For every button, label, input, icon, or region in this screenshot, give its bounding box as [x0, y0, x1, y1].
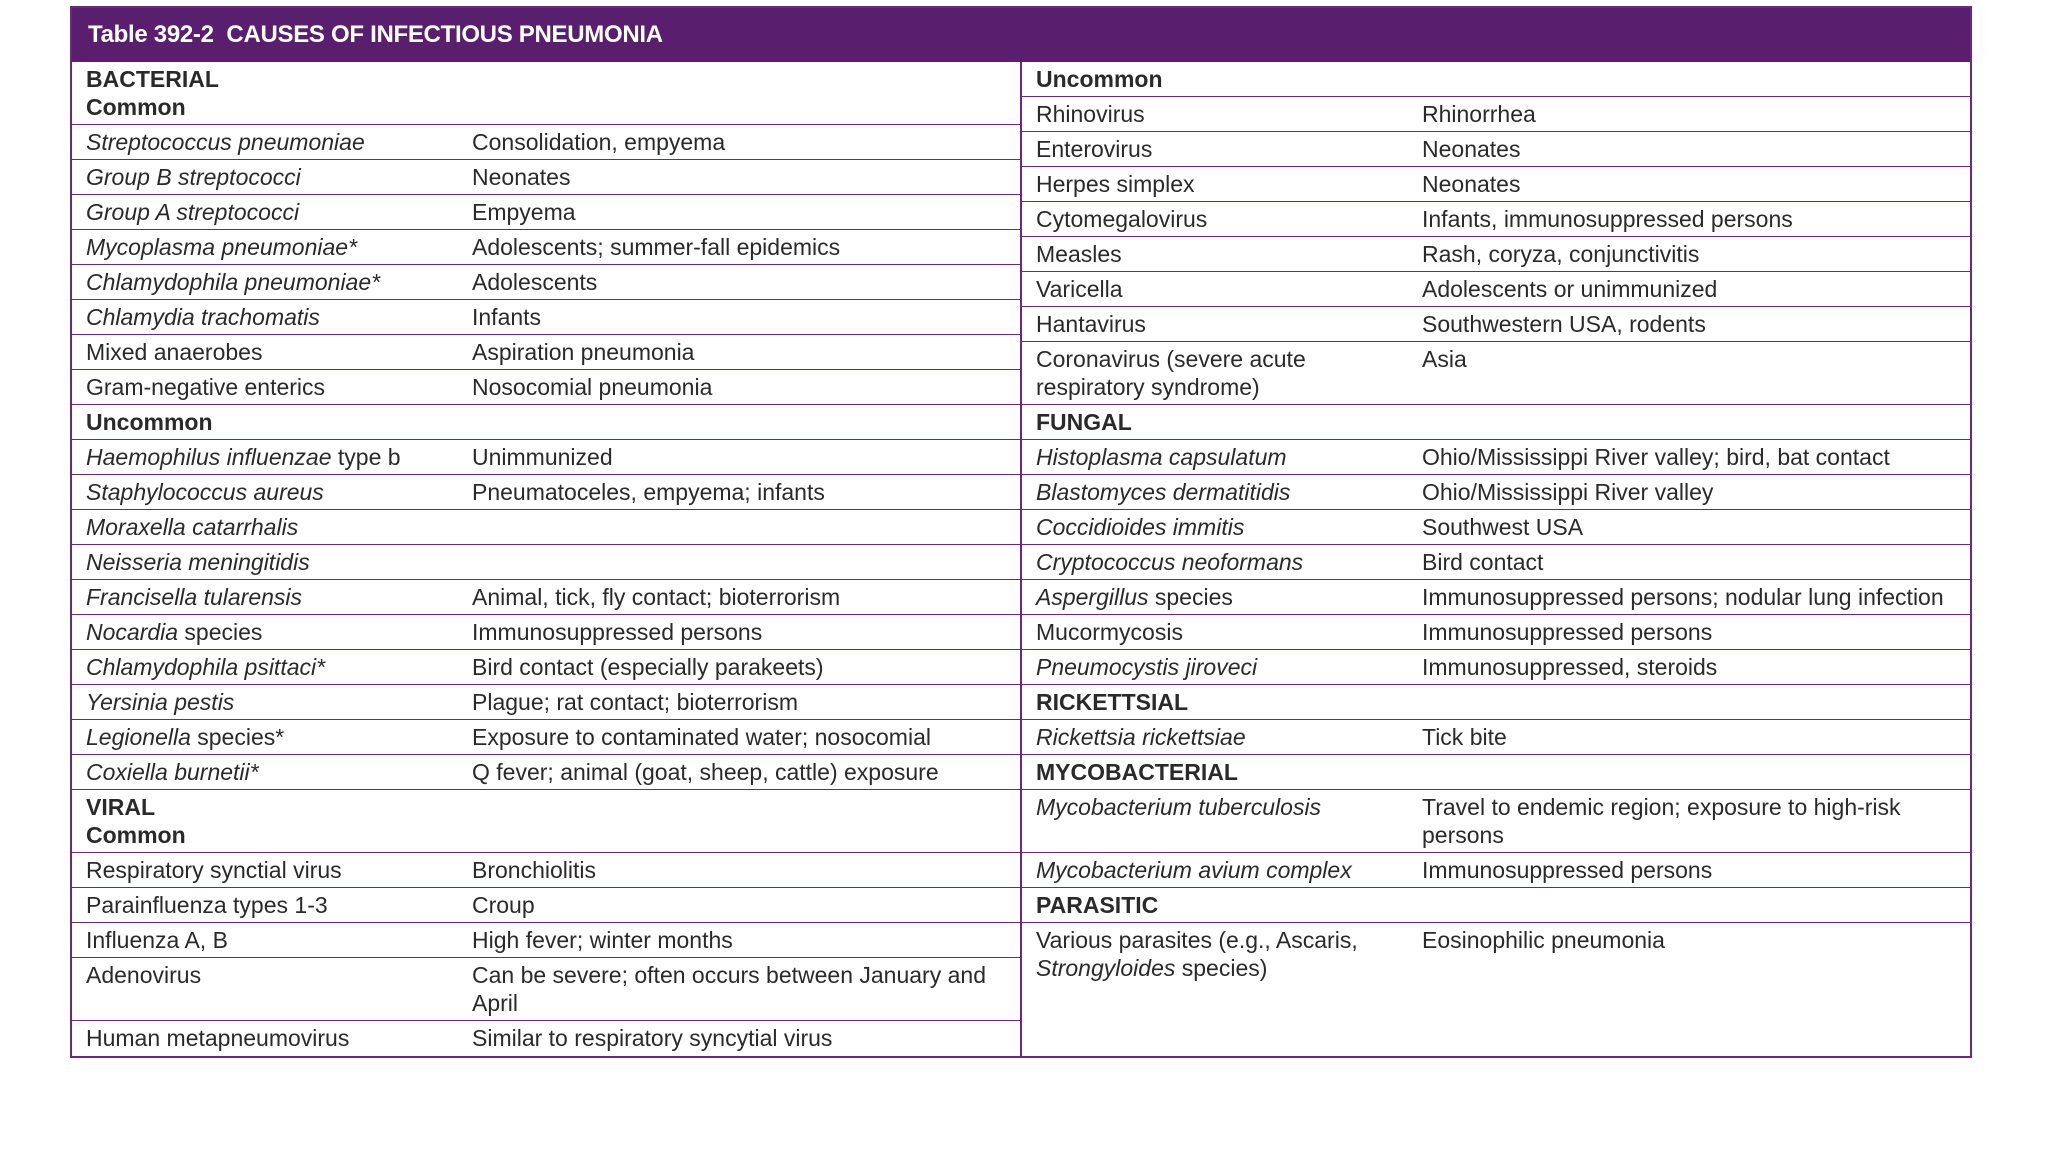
clinical-note-cell: [458, 580, 1020, 614]
organism-name: Coccidioides immitis: [1036, 514, 1245, 540]
clinical-note-cell: [1408, 440, 1970, 474]
clinical-note-cell: [458, 958, 1020, 1020]
clinical-note: Rhinorrhea: [1422, 101, 1536, 127]
clinical-note-cell: [1408, 97, 1970, 131]
table-row: [72, 888, 1020, 923]
clinical-note-cell: [1408, 307, 1970, 341]
organism-cell: [72, 720, 458, 754]
clinical-note: Infants, immunosuppressed persons: [1422, 206, 1793, 232]
table-row: [72, 958, 1020, 1021]
section-header-row: [1022, 755, 1970, 790]
table-row: [72, 510, 1020, 545]
organism-name: Human metapneumovirus: [86, 1025, 350, 1051]
table-row: [72, 195, 1020, 230]
organism-name: Varicella: [1036, 276, 1123, 302]
clinical-note-cell: [1408, 237, 1970, 271]
clinical-note: Aspiration pneumonia: [472, 339, 695, 365]
clinical-note-cell: [458, 545, 1020, 579]
clinical-note: Bronchiolitis: [472, 857, 596, 883]
organism-cell: [1022, 97, 1408, 131]
table-row: [72, 580, 1020, 615]
organism-cell: [1022, 545, 1408, 579]
table-row: [72, 125, 1020, 160]
section-header-row: [72, 790, 1020, 853]
table-row: [1022, 307, 1970, 342]
clinical-note-cell: [1408, 720, 1970, 754]
organism-name: Hantavirus: [1036, 311, 1146, 337]
organism-cell: [72, 125, 458, 159]
organism-name: Pneumocystis jiroveci: [1036, 654, 1258, 680]
clinical-note-cell: [1408, 615, 1970, 649]
clinical-note-cell: [1408, 342, 1970, 404]
organism-cell: [1022, 440, 1408, 474]
clinical-note: Ohio/Mississippi River valley: [1422, 479, 1714, 505]
clinical-note-cell: [1408, 475, 1970, 509]
organism-cell: [72, 1021, 458, 1056]
organism-cell: [72, 195, 458, 229]
section-header: [72, 405, 213, 439]
right-column: [1022, 62, 1970, 1056]
clinical-note-cell: [1408, 272, 1970, 306]
organism-name: Mycoplasma pneumoniae*: [86, 234, 358, 260]
organism-name: Cytomegalovirus: [1036, 206, 1208, 232]
organism-name: Yersinia pestis: [86, 689, 235, 715]
organism-cell: [72, 923, 458, 957]
clinical-note: Neonates: [1422, 171, 1521, 197]
organism-cell: [1022, 342, 1408, 404]
clinical-note: Q fever; animal (goat, sheep, cattle) exposure: [472, 759, 939, 785]
clinical-note-cell: [458, 923, 1020, 957]
organism-name: Rickettsia rickettsiae: [1036, 724, 1246, 750]
clinical-note: Animal, tick, fly contact; bioterrorism: [472, 584, 841, 610]
clinical-note: Southwestern USA, rodents: [1422, 311, 1706, 337]
organism-name: Various parasites (e.g., Ascaris,: [1036, 927, 1358, 953]
clinical-note: Pneumatoceles, empyema; infants: [472, 479, 825, 505]
organism-cell: [72, 300, 458, 334]
clinical-note: Unimmunized: [472, 444, 613, 470]
organism-cell: [72, 475, 458, 509]
organism-cell: [72, 685, 458, 719]
organism-cell: [72, 160, 458, 194]
table-row: [1022, 853, 1970, 888]
organism-name: Nocardia: [86, 619, 179, 645]
organism-cell: [1022, 237, 1408, 271]
section-header-line: FUNGAL: [1036, 409, 1132, 435]
organism-cell: [72, 650, 458, 684]
table-row: [72, 685, 1020, 720]
organism-cell: [72, 853, 458, 887]
clinical-note-cell: [458, 300, 1020, 334]
table-row: [1022, 923, 1970, 985]
table-row: [72, 615, 1020, 650]
clinical-note-cell: [1408, 132, 1970, 166]
pneumonia-causes-table: [70, 6, 1972, 1058]
organism-name: Mycobacterium tuberculosis: [1036, 794, 1322, 820]
organism-name: Streptococcus pneumoniae: [86, 129, 365, 155]
organism-cell: [72, 958, 458, 1020]
clinical-note: Adolescents or unimmunized: [1422, 276, 1718, 302]
section-header: [1022, 405, 1132, 439]
table-row: [72, 650, 1020, 685]
organism-name: Group A streptococci: [86, 199, 300, 225]
organism-name: Aspergillus: [1036, 584, 1149, 610]
organism-name: Mycobacterium avium complex: [1036, 857, 1352, 883]
clinical-note-cell: [458, 510, 1020, 544]
organism-suffix: species: [1148, 584, 1233, 610]
organism-cell: [72, 440, 458, 474]
clinical-note: Nosocomial pneumonia: [472, 374, 713, 400]
organism-name-italic: Strongyloides: [1036, 955, 1176, 981]
clinical-note: Consolidation, empyema: [472, 129, 726, 155]
organism-cell: [1022, 923, 1408, 985]
clinical-note: Immunosuppressed persons: [1422, 857, 1713, 883]
table-row: [72, 370, 1020, 405]
organism-name: Respiratory synctial virus: [86, 857, 342, 883]
table-row: [1022, 237, 1970, 272]
table-row: [72, 755, 1020, 790]
organism-name: Group B streptococci: [86, 164, 301, 190]
organism-cell: [72, 545, 458, 579]
organism-name: Parainfluenza types 1-3: [86, 892, 328, 918]
table-number: Table 392-2: [88, 21, 214, 48]
table-row: [1022, 790, 1970, 853]
organism-cell: [72, 335, 458, 369]
clinical-note-cell: [458, 888, 1020, 922]
clinical-note-cell: [458, 335, 1020, 369]
organism-suffix: type b: [331, 444, 401, 470]
section-header-line: MYCOBACTERIAL: [1036, 759, 1238, 785]
clinical-note: Asia: [1422, 346, 1467, 372]
clinical-note: High fever; winter months: [472, 927, 733, 953]
clinical-note-cell: [458, 265, 1020, 299]
clinical-note: Neonates: [472, 164, 571, 190]
organism-cell: [1022, 790, 1408, 852]
table-row: [1022, 545, 1970, 580]
section-header: [1022, 685, 1188, 719]
clinical-note: Immunosuppressed persons; nodular lung infection: [1422, 584, 1944, 610]
table-row: [72, 720, 1020, 755]
clinical-note: Ohio/Mississippi River valley; bird, bat contact: [1422, 444, 1890, 470]
table-row: [72, 230, 1020, 265]
organism-cell: [1022, 167, 1408, 201]
section-header: [72, 62, 219, 124]
organism-name: Chlamydophila pneumoniae*: [86, 269, 381, 295]
organism-suffix: species*: [190, 724, 285, 750]
clinical-note-cell: [458, 650, 1020, 684]
section-header: [1022, 62, 1163, 96]
organism-cell: [72, 888, 458, 922]
table-row: [1022, 440, 1970, 475]
section-header-line: BACTERIAL: [86, 66, 219, 92]
clinical-note-cell: [1408, 545, 1970, 579]
table-row: [72, 853, 1020, 888]
section-header-row: [72, 405, 1020, 440]
organism-name: Coronavirus (severe acute respiratory syndrome): [1036, 346, 1306, 400]
clinical-note-cell: [1408, 853, 1970, 887]
table-row: [72, 160, 1020, 195]
organism-name: Staphylococcus aureus: [86, 479, 324, 505]
clinical-note-cell: [458, 125, 1020, 159]
organism-cell: [72, 370, 458, 404]
organism-cell: [1022, 272, 1408, 306]
left-column: [72, 62, 1022, 1056]
organism-cell: [1022, 853, 1408, 887]
clinical-note: Exposure to contaminated water; nosocomial: [472, 724, 931, 750]
clinical-note: Immunosuppressed persons: [472, 619, 763, 645]
section-header-line: Common: [86, 822, 186, 848]
organism-name: Blastomyces dermatitidis: [1036, 479, 1291, 505]
clinical-note-cell: [458, 755, 1020, 789]
clinical-note: Bird contact (especially parakeets): [472, 654, 824, 680]
section-header-row: [1022, 888, 1970, 923]
clinical-note: Plague; rat contact; bioterrorism: [472, 689, 798, 715]
clinical-note-cell: [458, 615, 1020, 649]
clinical-note-cell: [458, 195, 1020, 229]
clinical-note: Immunosuppressed, steroids: [1422, 654, 1718, 680]
clinical-note-cell: [1408, 580, 1970, 614]
clinical-note-cell: [1408, 790, 1970, 852]
clinical-note-cell: [458, 160, 1020, 194]
organism-cell: [72, 755, 458, 789]
table-columns: [72, 62, 1970, 1056]
organism-name: Adenovirus: [86, 962, 202, 988]
table-row: [72, 265, 1020, 300]
clinical-note: Can be severe; often occurs between January and April: [472, 962, 986, 1016]
table-row: [1022, 132, 1970, 167]
section-header-line: PARASITIC: [1036, 892, 1159, 918]
organism-name: Chlamydophila psittaci*: [86, 654, 326, 680]
section-header-row: [72, 62, 1020, 125]
section-header-line: Uncommon: [86, 409, 213, 435]
organism-name: Francisella tularensis: [86, 584, 303, 610]
clinical-note: Bird contact: [1422, 549, 1544, 575]
section-header-line: VIRAL: [86, 794, 155, 820]
clinical-note: Eosinophilic pneumonia: [1422, 927, 1665, 953]
organism-cell: [1022, 580, 1408, 614]
clinical-note-cell: [458, 720, 1020, 754]
organism-name: Cryptococcus neoformans: [1036, 549, 1304, 575]
clinical-note: Tick bite: [1422, 724, 1507, 750]
table-title-bar: [72, 8, 1970, 62]
organism-cell: [72, 510, 458, 544]
organism-cell: [1022, 202, 1408, 236]
clinical-note: Rash, coryza, conjunctivitis: [1422, 241, 1700, 267]
clinical-note-cell: [458, 853, 1020, 887]
clinical-note: Infants: [472, 304, 542, 330]
organism-cell: [72, 580, 458, 614]
table-row: [72, 300, 1020, 335]
clinical-note-cell: [1408, 202, 1970, 236]
organism-name: Coxiella burnetii*: [86, 759, 259, 785]
organism-name: Neisseria meningitidis: [86, 549, 310, 575]
organism-name: Moraxella catarrhalis: [86, 514, 299, 540]
organism-name: Legionella: [86, 724, 191, 750]
clinical-note: Similar to respiratory syncytial virus: [472, 1025, 833, 1051]
table-row: [1022, 650, 1970, 685]
section-header-row: [1022, 62, 1970, 97]
organism-name: Rhinovirus: [1036, 101, 1145, 127]
section-header-line: Uncommon: [1036, 66, 1163, 92]
organism-suffix: species): [1175, 955, 1268, 981]
clinical-note-cell: [1408, 923, 1970, 985]
table-row: [72, 440, 1020, 475]
organism-suffix: species: [178, 619, 263, 645]
organism-name: Histoplasma capsulatum: [1036, 444, 1287, 470]
table-row: [72, 1021, 1020, 1056]
clinical-note: Travel to endemic region; exposure to high-risk persons: [1422, 794, 1901, 848]
clinical-note: Empyema: [472, 199, 576, 225]
organism-cell: [1022, 650, 1408, 684]
organism-cell: [1022, 475, 1408, 509]
organism-name: Measles: [1036, 241, 1122, 267]
organism-name: Haemophilus influenzae: [86, 444, 332, 470]
organism-name: Mixed anaerobes: [86, 339, 263, 365]
organism-name: Influenza A, B: [86, 927, 228, 953]
organism-name: Gram-negative enterics: [86, 374, 326, 400]
table-row: [1022, 720, 1970, 755]
clinical-note: Adolescents; summer-fall epidemics: [472, 234, 841, 260]
table-row: [1022, 580, 1970, 615]
organism-cell: [1022, 307, 1408, 341]
organism-name: Herpes simplex: [1036, 171, 1195, 197]
clinical-note: Croup: [472, 892, 535, 918]
clinical-note-cell: [458, 685, 1020, 719]
organism-name: Mucormycosis: [1036, 619, 1183, 645]
clinical-note: Immunosuppressed persons: [1422, 619, 1713, 645]
organism-cell: [72, 615, 458, 649]
table-row: [72, 475, 1020, 510]
table-row: [1022, 202, 1970, 237]
clinical-note: Adolescents: [472, 269, 598, 295]
table-row: [72, 545, 1020, 580]
clinical-note-cell: [1408, 510, 1970, 544]
clinical-note-cell: [458, 475, 1020, 509]
table-row: [1022, 342, 1970, 405]
section-header: [1022, 755, 1238, 789]
table-row: [1022, 97, 1970, 132]
section-header-row: [1022, 405, 1970, 440]
clinical-note: Neonates: [1422, 136, 1521, 162]
table-row: [1022, 272, 1970, 307]
clinical-note-cell: [1408, 167, 1970, 201]
table-row: [1022, 475, 1970, 510]
clinical-note-cell: [458, 230, 1020, 264]
table-row: [72, 335, 1020, 370]
table-row: [1022, 167, 1970, 202]
organism-cell: [1022, 720, 1408, 754]
table-row: [1022, 510, 1970, 545]
organism-cell: [1022, 510, 1408, 544]
section-header: [72, 790, 186, 852]
clinical-note-cell: [1408, 650, 1970, 684]
section-header: [1022, 888, 1158, 922]
clinical-note-cell: [458, 370, 1020, 404]
organism-cell: [72, 265, 458, 299]
clinical-note-cell: [458, 440, 1020, 474]
section-header-line: RICKETTSIAL: [1036, 689, 1189, 715]
table-row: [1022, 615, 1970, 650]
section-header-row: [1022, 685, 1970, 720]
organism-cell: [1022, 132, 1408, 166]
clinical-note-cell: [458, 1021, 1020, 1056]
clinical-note: Southwest USA: [1422, 514, 1584, 540]
organism-cell: [1022, 615, 1408, 649]
table-title: CAUSES OF INFECTIOUS PNEUMONIA: [226, 21, 663, 48]
organism-name: Chlamydia trachomatis: [86, 304, 320, 330]
section-header-line: Common: [86, 94, 186, 120]
organism-name: Enterovirus: [1036, 136, 1153, 162]
organism-cell: [72, 230, 458, 264]
table-row: [72, 923, 1020, 958]
